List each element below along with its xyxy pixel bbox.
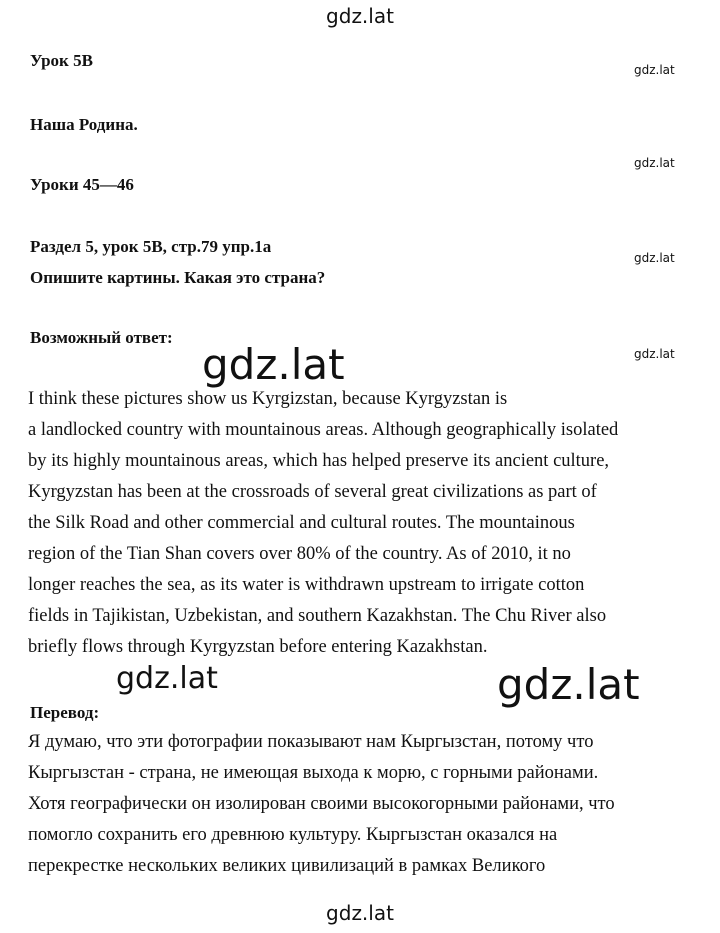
- watermark-big-1: gdz.lat: [202, 340, 345, 389]
- answer-line: a landlocked country with mountainous areas. Although geographically isolated: [28, 420, 619, 440]
- answer-label: Возможный ответ:: [30, 328, 173, 347]
- answer-line: longer reaches the sea, as its water is withdrawn upstream to irrigate cotton: [28, 575, 585, 595]
- translation-line: Я думаю, что эти фотографии показывают нам Кыргызстан, потому что: [28, 732, 594, 752]
- answer-line: briefly flows through Kyrgyzstan before entering Kazakhstan.: [28, 637, 488, 657]
- answer-line: by its highly mountainous areas, which has helped preserve its ancient culture,: [28, 451, 610, 471]
- translation-line: Хотя географически он изолирован своими высокогорными районами, что: [28, 794, 615, 814]
- answer-line: the Silk Road and other commercial and cultural routes. The mountainous: [28, 513, 575, 533]
- translation-line: Кыргызстан - страна, не имеющая выхода к морю, с горными районами.: [28, 763, 599, 783]
- watermark-top: gdz.lat: [326, 4, 394, 28]
- task-heading: Опишите картины. Какая это страна?: [30, 268, 326, 287]
- translation-paragraph: [28, 727, 708, 882]
- section-heading: Раздел 5, урок 5В, стр.79 упр.1а: [30, 237, 272, 256]
- watermark-small-2: gdz.lat: [634, 156, 675, 170]
- watermark-bottom: gdz.lat: [326, 901, 394, 925]
- watermark-big-3: gdz.lat: [497, 660, 640, 709]
- lesson-heading: Урок 5В: [30, 51, 93, 70]
- watermark-small-3: gdz.lat: [634, 251, 675, 265]
- answer-paragraph: [28, 384, 708, 663]
- translation-line: перекрестке нескольких великих цивилизаций в рамках Великого: [28, 856, 546, 876]
- watermark-small-4: gdz.lat: [634, 347, 675, 361]
- translation-line: помогло сохранить его древнюю культуру. Кыргызстан оказался на: [28, 825, 558, 845]
- lessons-range-heading: Уроки 45—46: [30, 175, 134, 194]
- answer-line: Kyrgyzstan has been at the crossroads of several great civilizations as part of: [28, 482, 597, 502]
- watermark-big-2: gdz.lat: [116, 661, 218, 696]
- translation-label: Перевод:: [30, 703, 100, 722]
- watermark-small-1: gdz.lat: [634, 63, 675, 77]
- answer-line: fields in Tajikistan, Uzbekistan, and southern Kazakhstan. The Chu River also: [28, 606, 607, 626]
- topic-heading: Наша Родина.: [30, 115, 138, 134]
- answer-line: region of the Tian Shan covers over 80% of the country. As of 2010, it no: [28, 544, 571, 564]
- answer-line: I think these pictures show us Kyrgizstan, because Kyrgyzstan is: [28, 389, 508, 409]
